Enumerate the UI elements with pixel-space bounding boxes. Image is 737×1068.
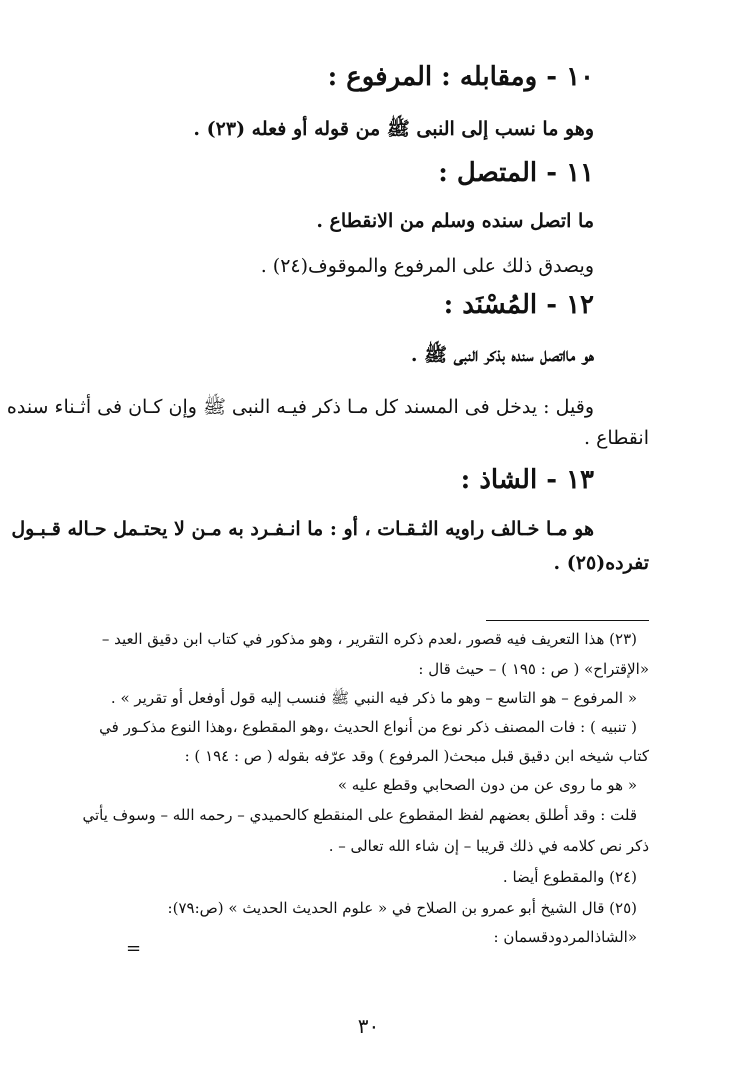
footnote-25-line2: «الشاذالمردودقسمان : xyxy=(493,928,637,946)
footnote-24: (٢٤) والمقطوع أيضا . xyxy=(502,868,637,886)
heading-shadh: ١٣ - الشاذ : xyxy=(460,465,594,495)
definition-shadh-line2: تفرده(٢٥) . xyxy=(553,552,649,574)
heading-muttasil: ١١ - المتصل : xyxy=(438,158,594,188)
heading-musnad: ١٢ - المُسْنَد : xyxy=(443,290,594,320)
footnote-23-line2: «الإقتراح» ( ص : ١٩٥ ) – حيث قال : xyxy=(418,660,649,678)
note-musnad-line2: انقطاع . xyxy=(584,427,649,449)
footnote-23-line8: ذكر نص كلامه في ذلك قريبا – إن شاء الله تعالى – . xyxy=(328,837,649,855)
footnote-separator xyxy=(486,620,649,621)
page-number: ٣٠ xyxy=(357,1014,380,1038)
heading-marfu: ١٠ - ومقابله : المرفوع : xyxy=(327,62,594,92)
definition-shadh-line1: هو مـا خـالف راويه الثـقـات ، أو : ما انـفـرد به مـن لا يحتـمل حـاله قـبـول xyxy=(11,518,594,540)
footnote-25-line1: (٢٥) قال الشيخ أبو عمرو بن الصلاح في « علوم الحديث الحديث » (ص:٧٩): xyxy=(167,899,637,917)
note-muttasil: ويصدق ذلك على المرفوع والموقوف(٢٤) . xyxy=(260,255,594,277)
note-musnad-line1: وقيل : يدخل فى المسند كل مـا ذكر فيـه النبى ﷺ وإن كـان فى أثـناء سنده xyxy=(6,396,594,418)
continuation-mark: = xyxy=(126,938,142,959)
footnote-23-line4: ( تنبيه ) : فات المصنف ذكر نوع من أنواع الحديث ،وهو المقطوع ،وهذا النوع مذكـور في xyxy=(99,718,637,736)
footnote-23-line5: كتاب شيخه ابن دقيق قبل مبحث( المرفوع ) وقد عرّفه بقوله ( ص : ١٩٤ ) : xyxy=(184,747,649,765)
footnote-23-line1: (٢٣) هذا التعريف فيه قصور ،لعدم ذكره التقرير ، وهو مذكور في كتاب ابن دقيق العيد – xyxy=(101,630,637,648)
definition-muttasil: ما اتصل سنده وسلم من الانقطاع . xyxy=(316,210,594,232)
definition-marfu: وهو ما نسب إلى النبى ﷺ من قوله أو فعله (٢٣) . xyxy=(193,118,594,140)
definition-musnad: هو مااتصل سنده بذكر النبى ﷺ . xyxy=(410,344,594,366)
footnote-23-line7: قلت : وقد أطلق بعضهم لفظ المقطوع على المنقطع كالحميدي – رحمه الله – وسوف يأتي xyxy=(82,806,637,824)
footnote-23-line3: « المرفوع – هو التاسع – وهو ما ذكر فيه النبي ﷺ فنسب إليه قول أوفعل أو تقرير » . xyxy=(110,689,637,707)
footnote-23-line6: « هو ما روى عن من دون الصحابي وقطع عليه » xyxy=(337,776,637,794)
